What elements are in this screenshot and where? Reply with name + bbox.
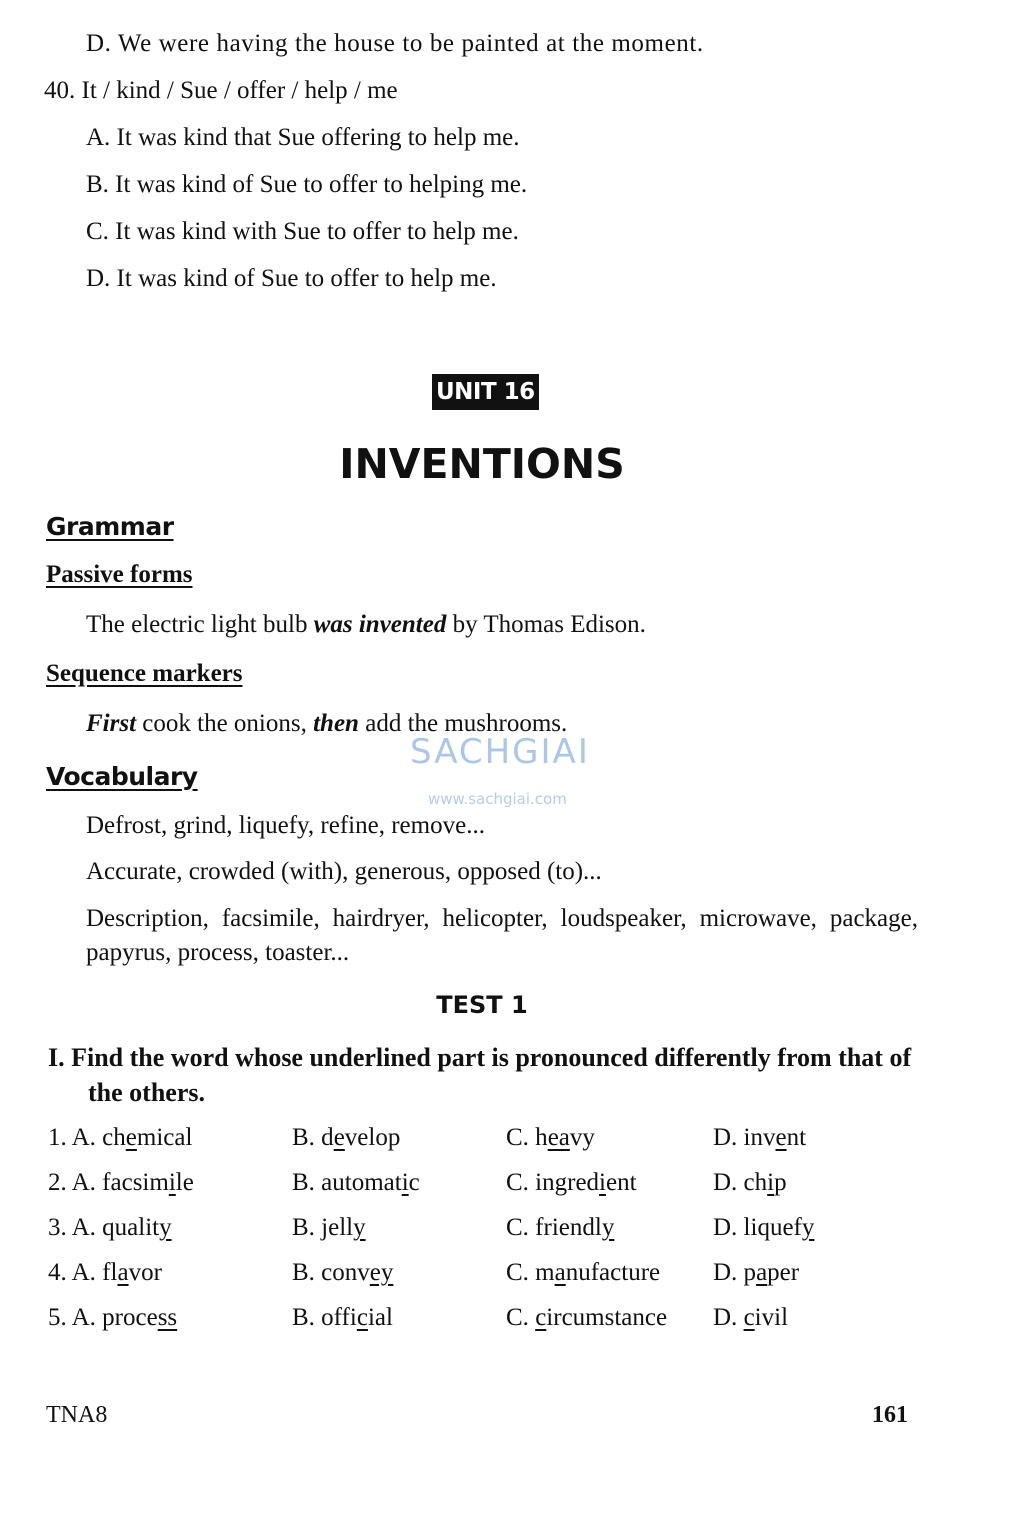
word-part: D. ch [713,1169,768,1196]
word-part: C. friendl [506,1214,602,1241]
word-part: B. automat [292,1169,402,1196]
option-b [292,1124,400,1152]
word-part: B. jell [292,1214,354,1241]
word-part: 2. A. facsim [48,1169,169,1196]
underlined-part: ey [369,1259,394,1286]
underlined-part: e [333,1124,345,1151]
word-part: p [774,1169,787,1196]
underlined-part: e [775,1124,787,1151]
option-d [713,1124,806,1152]
page-number: 161 [872,1402,908,1428]
question-40-option-a: A. It was kind that Sue offering to help me. [86,124,520,151]
underlined-part: y [601,1214,615,1241]
word-part: B. conv [292,1259,370,1286]
underlined-part: i [401,1169,409,1196]
option-c [506,1169,637,1197]
word-part: ent [606,1169,637,1196]
unit-badge: UNIT 16 [432,374,539,410]
option-c [506,1214,614,1242]
underlined-part: ss [157,1304,178,1331]
option-d [713,1304,788,1332]
sequence-first: First [86,710,137,737]
sequence-then: then [313,710,359,737]
underlined-part: y [353,1214,366,1241]
underlined-part: i [767,1169,775,1196]
word-part: 1. A. ch [48,1124,126,1151]
option-d [713,1214,814,1242]
word-part: per [767,1259,800,1286]
underlined-part: c [535,1304,547,1331]
option-a [48,1169,194,1197]
option-a [48,1304,177,1332]
word-part: 4. A. fl [48,1259,118,1286]
passive-example-start: The electric light bulb [86,611,314,638]
sequence-example [86,708,567,740]
option-a [48,1214,172,1242]
underlined-part: i [599,1169,606,1196]
passive-forms-heading: Passive forms [46,561,193,588]
question-40-prompt: 40. It / kind / Sue / offer / help / me [44,77,398,104]
underlined-part: c [743,1304,755,1331]
word-part: D. [713,1304,744,1331]
option-b [292,1259,393,1287]
underlined-part: a [756,1259,768,1286]
vocabulary-heading: Vocabulary [46,762,198,791]
word-part: B. offi [292,1304,357,1331]
word-part: nufacture [565,1259,661,1286]
option-c [506,1259,660,1287]
word-part: C. [506,1304,536,1331]
question-40-option-b: B. It was kind of Sue to offer to helping me. [86,171,528,198]
underlined-part: a [554,1259,566,1286]
word-part: 5. A. proce [48,1304,158,1331]
word-part: mical [136,1124,193,1151]
option-d [713,1259,799,1287]
word-part: ial [367,1304,393,1331]
word-part: D. inv [713,1124,776,1151]
underlined-part: y [159,1214,172,1241]
underlined-part: c [356,1304,368,1331]
vocabulary-adjectives: Accurate, crowded (with), generous, opposed (to)... [86,858,602,885]
word-part: nt [786,1124,807,1151]
watermark-url: www.sachgiai.com [428,790,567,808]
grammar-heading: Grammar [46,512,174,541]
footer-book-code: TNA8 [46,1402,108,1428]
option-a [48,1259,162,1287]
word-part: ivil [754,1304,789,1331]
option-b [292,1214,366,1242]
word-part: B. d [292,1124,334,1151]
vocabulary-nouns: Description, facsimile, hairdryer, helicopter, loudspeaker, microwave, package, papyrus, process, toaster... [86,905,918,966]
word-part: 3. A. qualit [48,1214,160,1241]
word-part: velop [344,1124,401,1151]
option-c [506,1304,667,1332]
sequence-end: add the mushrooms. [358,710,568,737]
word-part: D. liquef [713,1214,802,1241]
word-part: D. p [713,1259,757,1286]
option-a [48,1124,192,1152]
option-d [713,1169,787,1197]
question-39-option-d: D. We were having the house to be painted at the moment. [86,30,704,57]
word-part: vy [569,1124,595,1151]
word-part: vor [128,1259,162,1286]
vocabulary-verbs: Defrost, grind, liquefy, refine, remove... [86,812,485,839]
underlined-part: y [801,1214,815,1241]
underlined-part: i [168,1169,176,1196]
question-40-option-d: D. It was kind of Sue to offer to help me. [86,265,497,292]
passive-example-end: by Thomas Edison. [446,611,646,638]
option-b [292,1304,393,1332]
sequence-markers-heading: Sequence markers [46,660,243,687]
underlined-part: a [117,1259,129,1286]
option-b [292,1169,420,1197]
word-part: C. h [506,1124,548,1151]
passive-example [86,609,646,641]
option-c [506,1124,595,1152]
underlined-part: e [125,1124,137,1151]
unit-title: INVENTIONS [339,440,625,488]
question-40-option-c: C. It was kind with Sue to offer to help me. [86,218,519,245]
underlined-part: ea [547,1124,570,1151]
test-title: TEST 1 [436,991,528,1019]
word-part: C. m [506,1259,555,1286]
word-part: ircumstance [546,1304,668,1331]
watermark-logo-text: SACHGIAI [410,732,590,772]
word-part: c [408,1169,420,1196]
word-part: le [175,1169,194,1196]
passive-example-emphasis: was invented [313,611,447,638]
sequence-middle: cook the onions, [136,710,314,737]
word-part: C. ingred [506,1169,600,1196]
test-instruction: I. Find the word whose underlined part is pronounced differently from that of the others. [48,1043,912,1107]
